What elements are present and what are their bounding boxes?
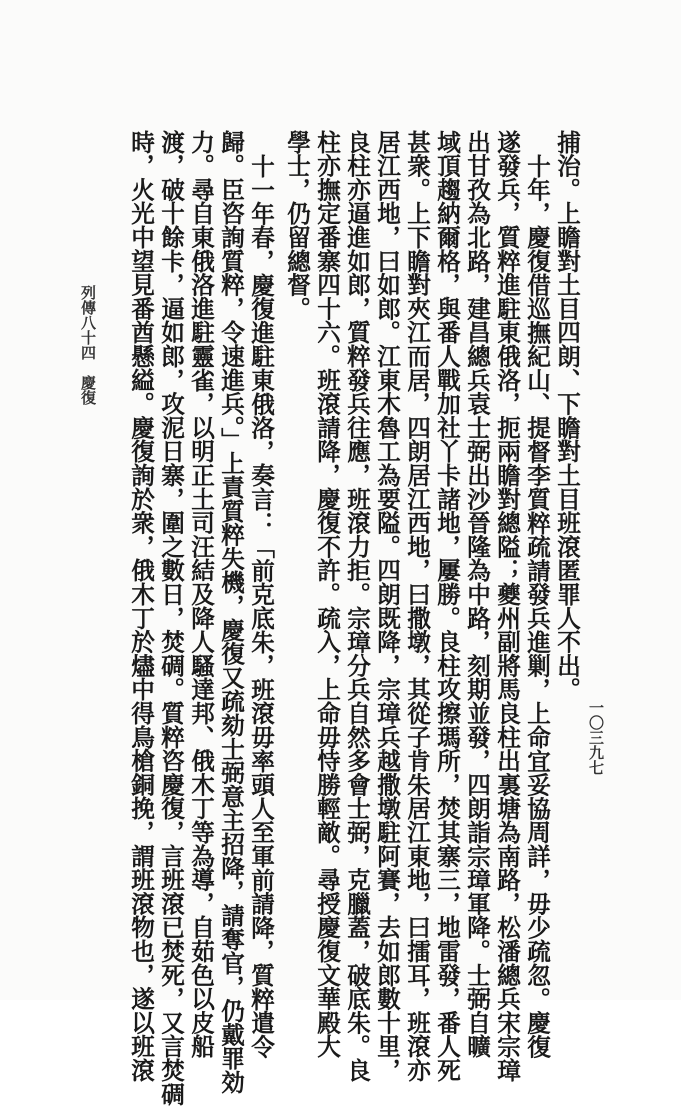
text-column: 捕治。上瞻對土目四朗、下瞻對土目班滾匿罪人不出。 (553, 130, 581, 702)
page-number: 一〇三九七 (587, 700, 605, 775)
text-column: 時，火光中望見番酋懸縊。慶復詢於衆，俄木丁於燼中得鳥槍銅挽，謂班滾物也，遂以班滾 (127, 130, 155, 1082)
running-head: 列傳八十四 慶復 (79, 285, 97, 405)
text-column: 柱亦撫定番寨四十六。班滾請降，慶復不許。疏入，上命毋恃勝輕敵。尋授慶復文華殿大 (313, 130, 341, 1059)
text-column: 十一年春，慶復進駐東俄洛，奏言：「前克底朱，班滾毋率頭人至軍前請降，質粹遣令 (247, 154, 275, 1059)
text-column: 渡，破十餘卡，逼如郎，攻泥日寨，圍之數日，焚碉。質粹咨慶復，言班滾已焚死，又言焚碉 (157, 130, 185, 1106)
text-column: 居江西地，曰如郎。江東木魯工為要隘。四朗既降，宗璋兵越撒墩駐阿賽，去如郎數十里， (373, 130, 401, 1082)
text-column: 學士，仍留總督。 (283, 130, 311, 321)
text-column: 遂發兵，質粹進駐東俄洛，扼兩瞻對總隘；夔州副將馬良柱出裏塘為南路，松潘總兵宋宗璋 (493, 130, 521, 1082)
text-column: 歸。臣咨詢質粹，令速進兵。」上責質粹失機，慶復又疏劾士弼意主招降，請奪官，仍戴罪効 (217, 130, 245, 1094)
text-column: 甚衆。上下瞻對夾江而居，四朗居江西地，曰撒墩，其從子肯朱居江東地，曰擂耳，班滾亦 (403, 130, 431, 1082)
text-column: 出甘孜為北路，建昌總兵袁士弼出沙晉隆為中路，刻期並發，四朗詣宗璋軍降。士弼自曠 (463, 130, 491, 1059)
text-column: 良柱亦逼進如郎，質粹發兵往應，班滾力拒。宗璋分兵自然多會士弼，克臘蓋，破底朱。良 (343, 130, 371, 1082)
text-column: 十年，慶復借巡撫紀山、提督李質粹疏請發兵進剿，上命宜妥協周詳，毋少疏忽。慶復 (523, 154, 551, 1059)
text-column: 力。尋自東俄洛進駐靈雀，以明正土司汪結及降人騷達邦、俄木丁等為導，自茹色以皮船 (187, 130, 215, 1059)
text-column: 域頂趨納爾格，與番人戰加社丫卡諸地，屢勝。良柱攻擦瑪所，焚其寨三，地雷發，番人死 (433, 130, 461, 1082)
